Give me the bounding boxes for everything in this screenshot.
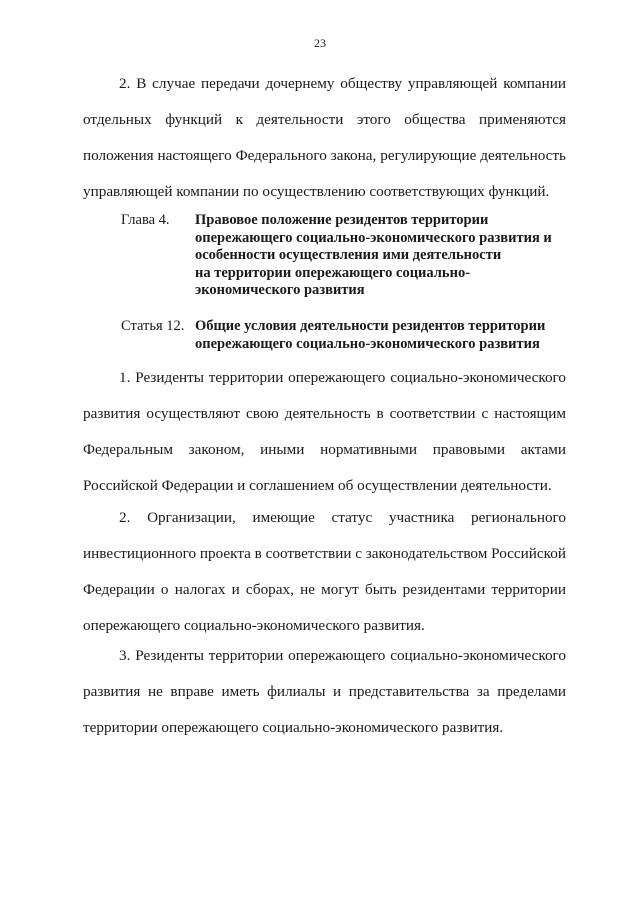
paragraph-article-12-part-3 — [83, 638, 566, 746]
article-label: Статья 12. — [121, 318, 185, 334]
text-line: Федерации о налогах и сборах, не могут быть резидентами территории — [83, 581, 566, 598]
chapter-title-line: особенности осуществления ими деятельности — [195, 247, 502, 264]
article-title — [195, 318, 545, 353]
chapter-label: Глава 4. — [121, 212, 170, 228]
paragraph-article-12-part-2 — [83, 500, 566, 644]
text-line: развития не вправе иметь филиалы и представительства за пределами — [83, 683, 566, 700]
text-line: 2. В случае передачи дочернему обществу управляющей компании — [119, 75, 566, 92]
paragraph-article-12-part-1 — [83, 360, 566, 504]
text-line: отдельных функций к деятельности этого общества применяются — [83, 111, 566, 128]
text-line: Федеральным законом, иными нормативными правовыми актами — [83, 441, 566, 458]
text-line: 3. Резиденты территории опережающего социально-экономического — [119, 647, 566, 664]
chapter-title-line: на территории опережающего социально- — [195, 264, 471, 281]
paragraph-article-11-part-2 — [83, 66, 566, 210]
text-line: положения настоящего Федерального закона, регулирующие деятельность — [83, 147, 566, 164]
article-title-line: Общие условия деятельности резидентов территории — [195, 318, 546, 334]
text-line: Российской Федерации и соглашением об осуществлении деятельности. — [83, 477, 552, 494]
article-title-line: опережающего социально-экономического развития — [195, 335, 540, 352]
text-line: территории опережающего социально-экономического развития. — [83, 719, 504, 736]
text-line: развития осуществляют свою деятельность в соответствии с настоящим — [83, 405, 566, 422]
chapter-title-line: Правовое положение резидентов территории — [195, 212, 489, 228]
text-line: управляющей компании по осуществлению соответствующих функций. — [83, 183, 550, 200]
text-line: инвестиционного проекта в соответствии с законодательством Российской — [83, 545, 566, 562]
chapter-title — [195, 212, 552, 300]
chapter-title-line: экономического развития — [195, 282, 365, 299]
text-line: опережающего социально-экономического развития. — [83, 617, 425, 634]
text-line: 1. Резиденты территории опережающего социально-экономического — [119, 369, 566, 386]
chapter-title-line: опережающего социально-экономического развития и — [195, 229, 552, 246]
text-line: 2. Организации, имеющие статус участника регионального — [119, 509, 566, 526]
page-number: 23 — [314, 36, 326, 50]
